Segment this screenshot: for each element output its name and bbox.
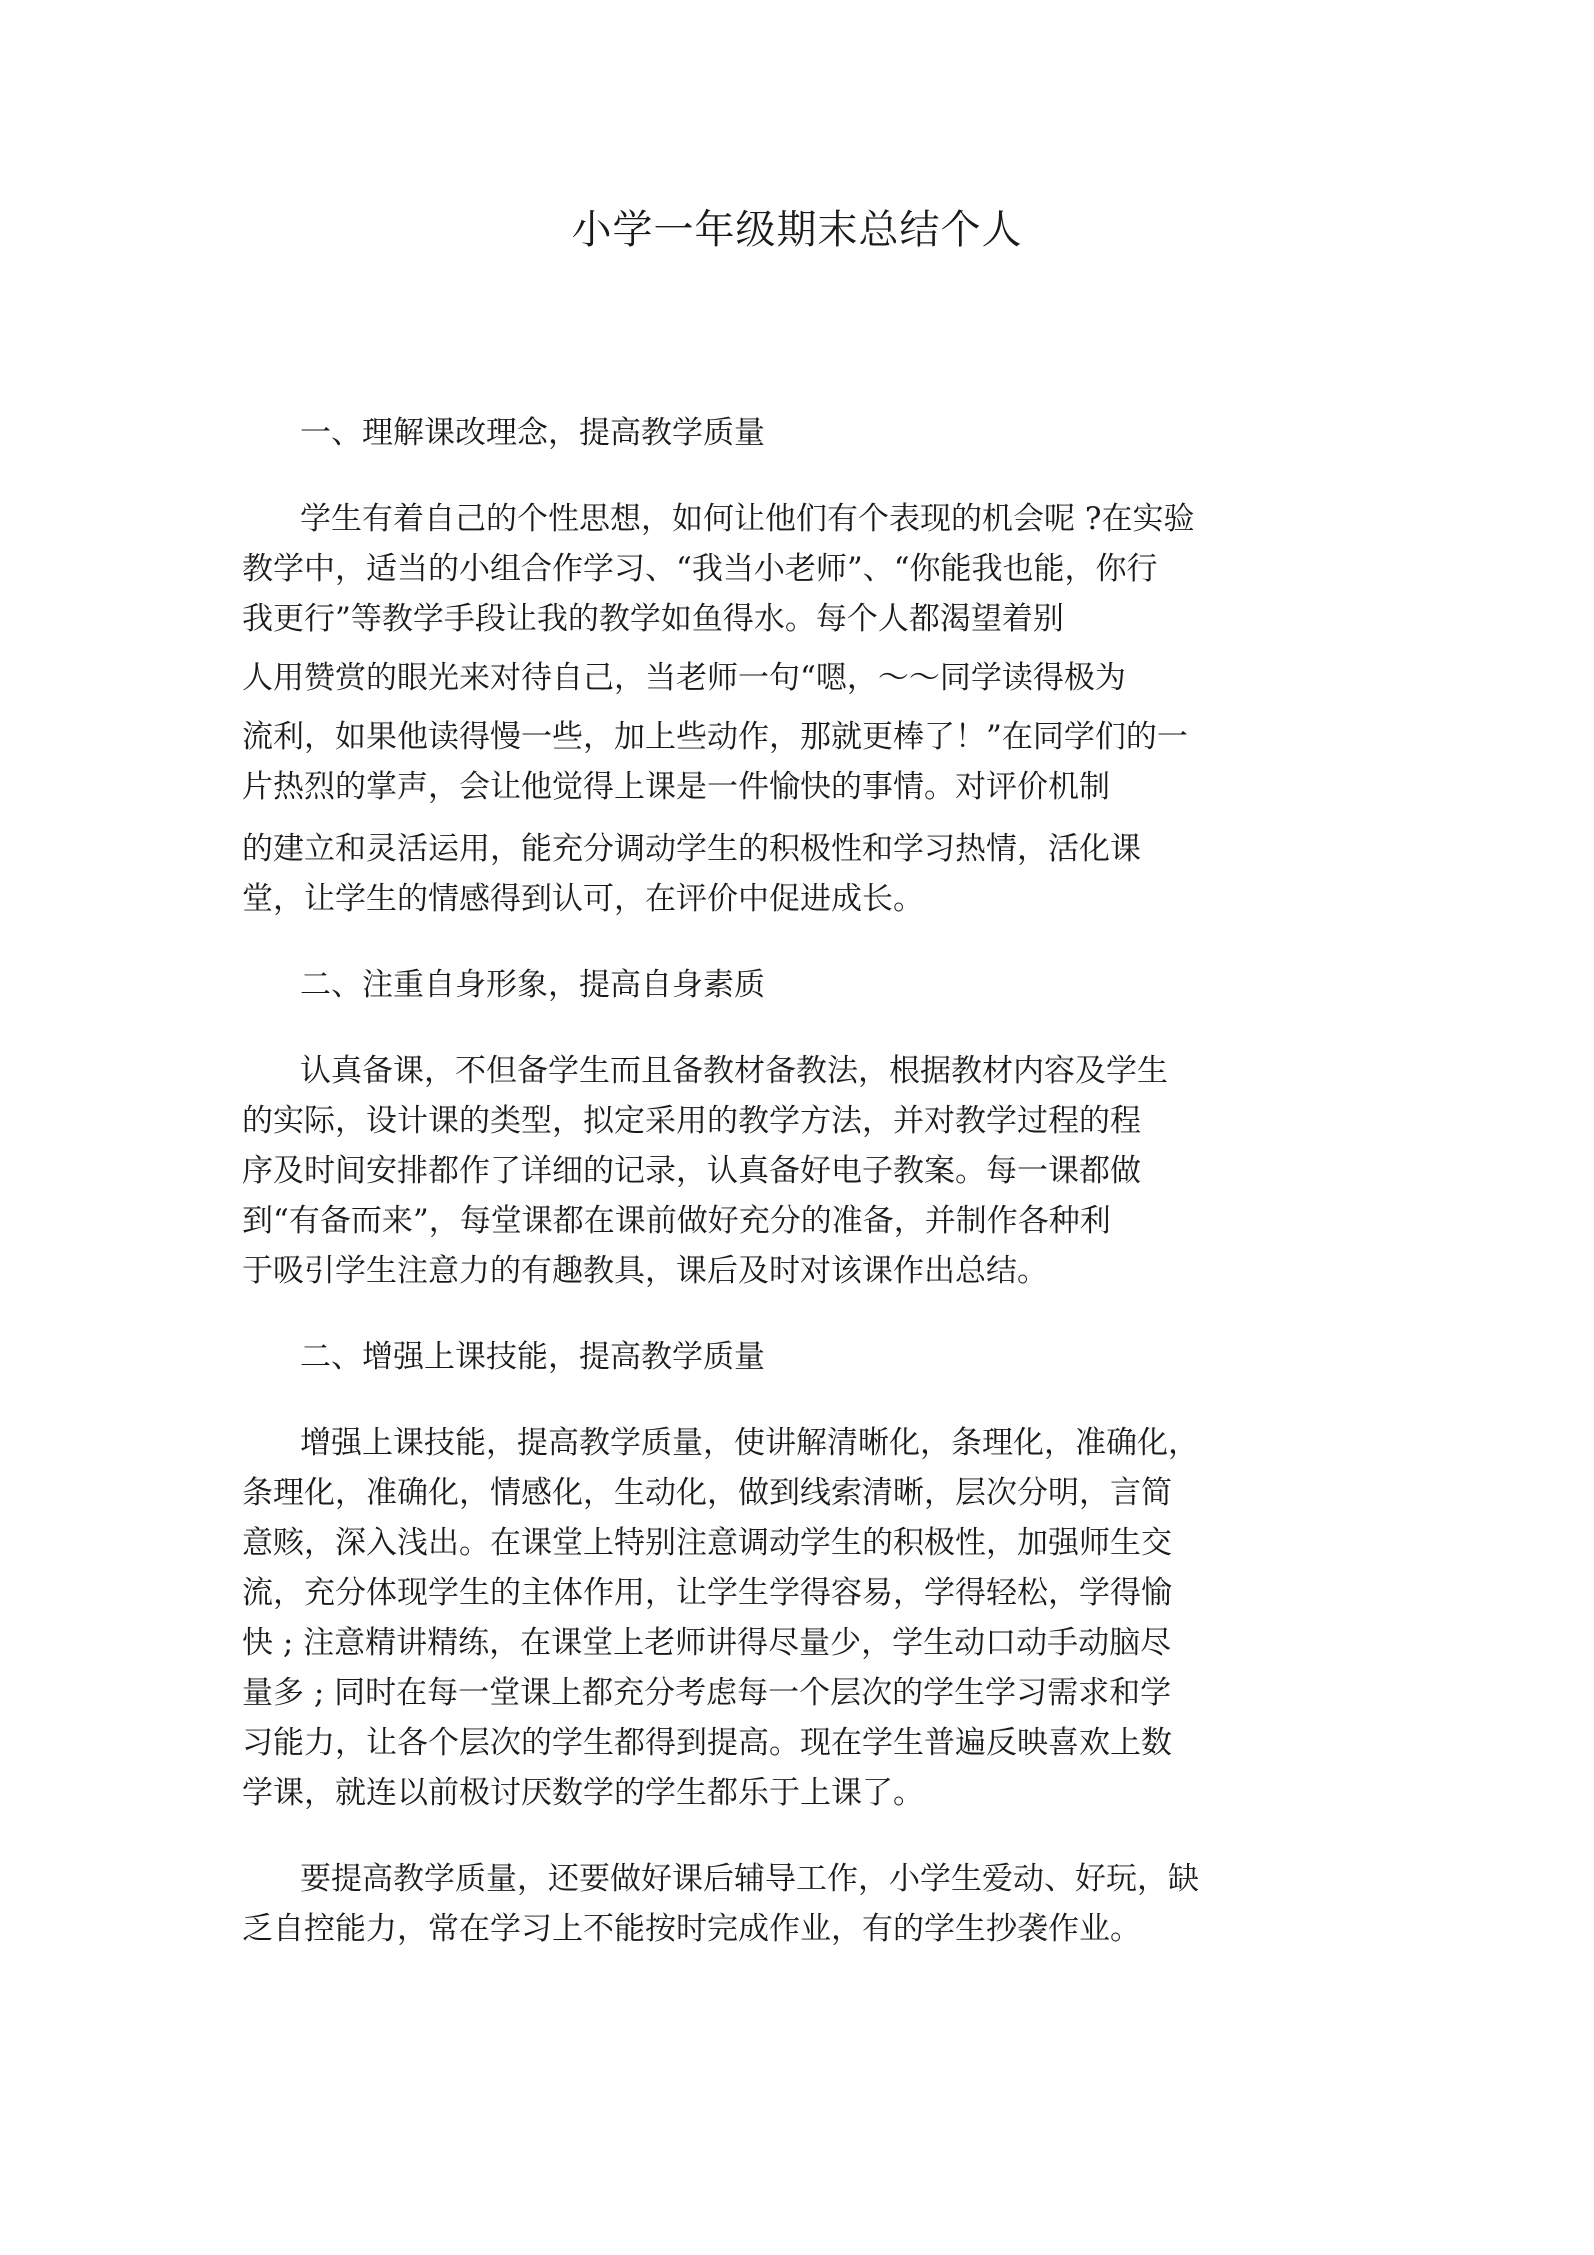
paragraph-line: 流利，如果他读得慢一些，加上些动作，那就更棒了！”在同学们的一	[242, 719, 1188, 755]
paragraph-line: 学课，就连以前极讨厌数学的学生都乐于上课了。	[242, 1775, 924, 1811]
paragraph-line: 我更行”等教学手段让我的教学如鱼得水。每个人都渴望着别	[242, 601, 1064, 637]
paragraph-line: 学生有着自己的个性思想，如何让他们有个表现的机会呢 ?在实验	[300, 501, 1195, 537]
paragraph-line: 序及时间安排都作了详细的记录，认真备好电子教案。每一课都做	[242, 1153, 1141, 1189]
paragraph-line: 量多 ; 同时在每一堂课上都充分考虑每一个层次的学生学习需求和学	[242, 1675, 1172, 1711]
section-heading: 二、增强上课技能，提高教学质量	[300, 1339, 765, 1375]
paragraph-line: 于吸引学生注意力的有趣教具，课后及时对该课作出总结。	[242, 1253, 1048, 1289]
paragraph-line: 增强上课技能，提高教学质量，使讲解清晰化，条理化，准确化，	[300, 1425, 1199, 1461]
paragraph-line: 的实际，设计课的类型，拟定采用的教学方法，并对教学过程的程	[242, 1103, 1141, 1139]
paragraph-line: 快 ; 注意精讲精练，在课堂上老师讲得尽量少，学生动口动手动脑尽	[242, 1625, 1172, 1661]
paragraph-line: 到“有备而来”，每堂课都在课前做好充分的准备，并制作各种利	[242, 1203, 1111, 1239]
paragraph-line: 条理化，准确化，情感化，生动化，做到线索清晰，层次分明，言简	[242, 1475, 1172, 1511]
paragraph-line: 要提高教学质量，还要做好课后辅导工作，小学生爱动、好玩，缺	[300, 1861, 1199, 1897]
paragraph-line: 片热烈的掌声，会让他觉得上课是一件愉快的事情。对评价机制	[242, 769, 1110, 805]
paragraph-line: 意赅，深入浅出。在课堂上特别注意调动学生的积极性，加强师生交	[242, 1525, 1172, 1561]
document-title: 小学一年级期末总结个人	[571, 207, 1023, 253]
section-heading: 一、理解课改理念，提高教学质量	[300, 415, 765, 451]
paragraph-line: 的建立和灵活运用，能充分调动学生的积极性和学习热情，活化课	[242, 831, 1141, 867]
paragraph-line: 堂，让学生的情感得到认可，在评价中促进成长。	[242, 881, 924, 917]
paragraph-line: 认真备课，不但备学生而且备教材备教法，根据教材内容及学生	[300, 1053, 1168, 1089]
section-heading: 二、注重自身形象，提高自身素质	[300, 967, 765, 1003]
paragraph-line: 流，充分体现学生的主体作用，让学生学得容易，学得轻松，学得愉	[242, 1575, 1172, 1611]
paragraph-line: 习能力，让各个层次的学生都得到提高。现在学生普遍反映喜欢上数	[242, 1725, 1172, 1761]
paragraph-line: 乏自控能力，常在学习上不能按时完成作业，有的学生抄袭作业。	[242, 1911, 1141, 1947]
paragraph-line: 人用赞赏的眼光来对待自己，当老师一句“嗯，～～同学读得极为	[242, 660, 1126, 696]
paragraph-line: 教学中，适当的小组合作学习、“我当小老师”、“你能我也能，你行	[242, 551, 1158, 587]
